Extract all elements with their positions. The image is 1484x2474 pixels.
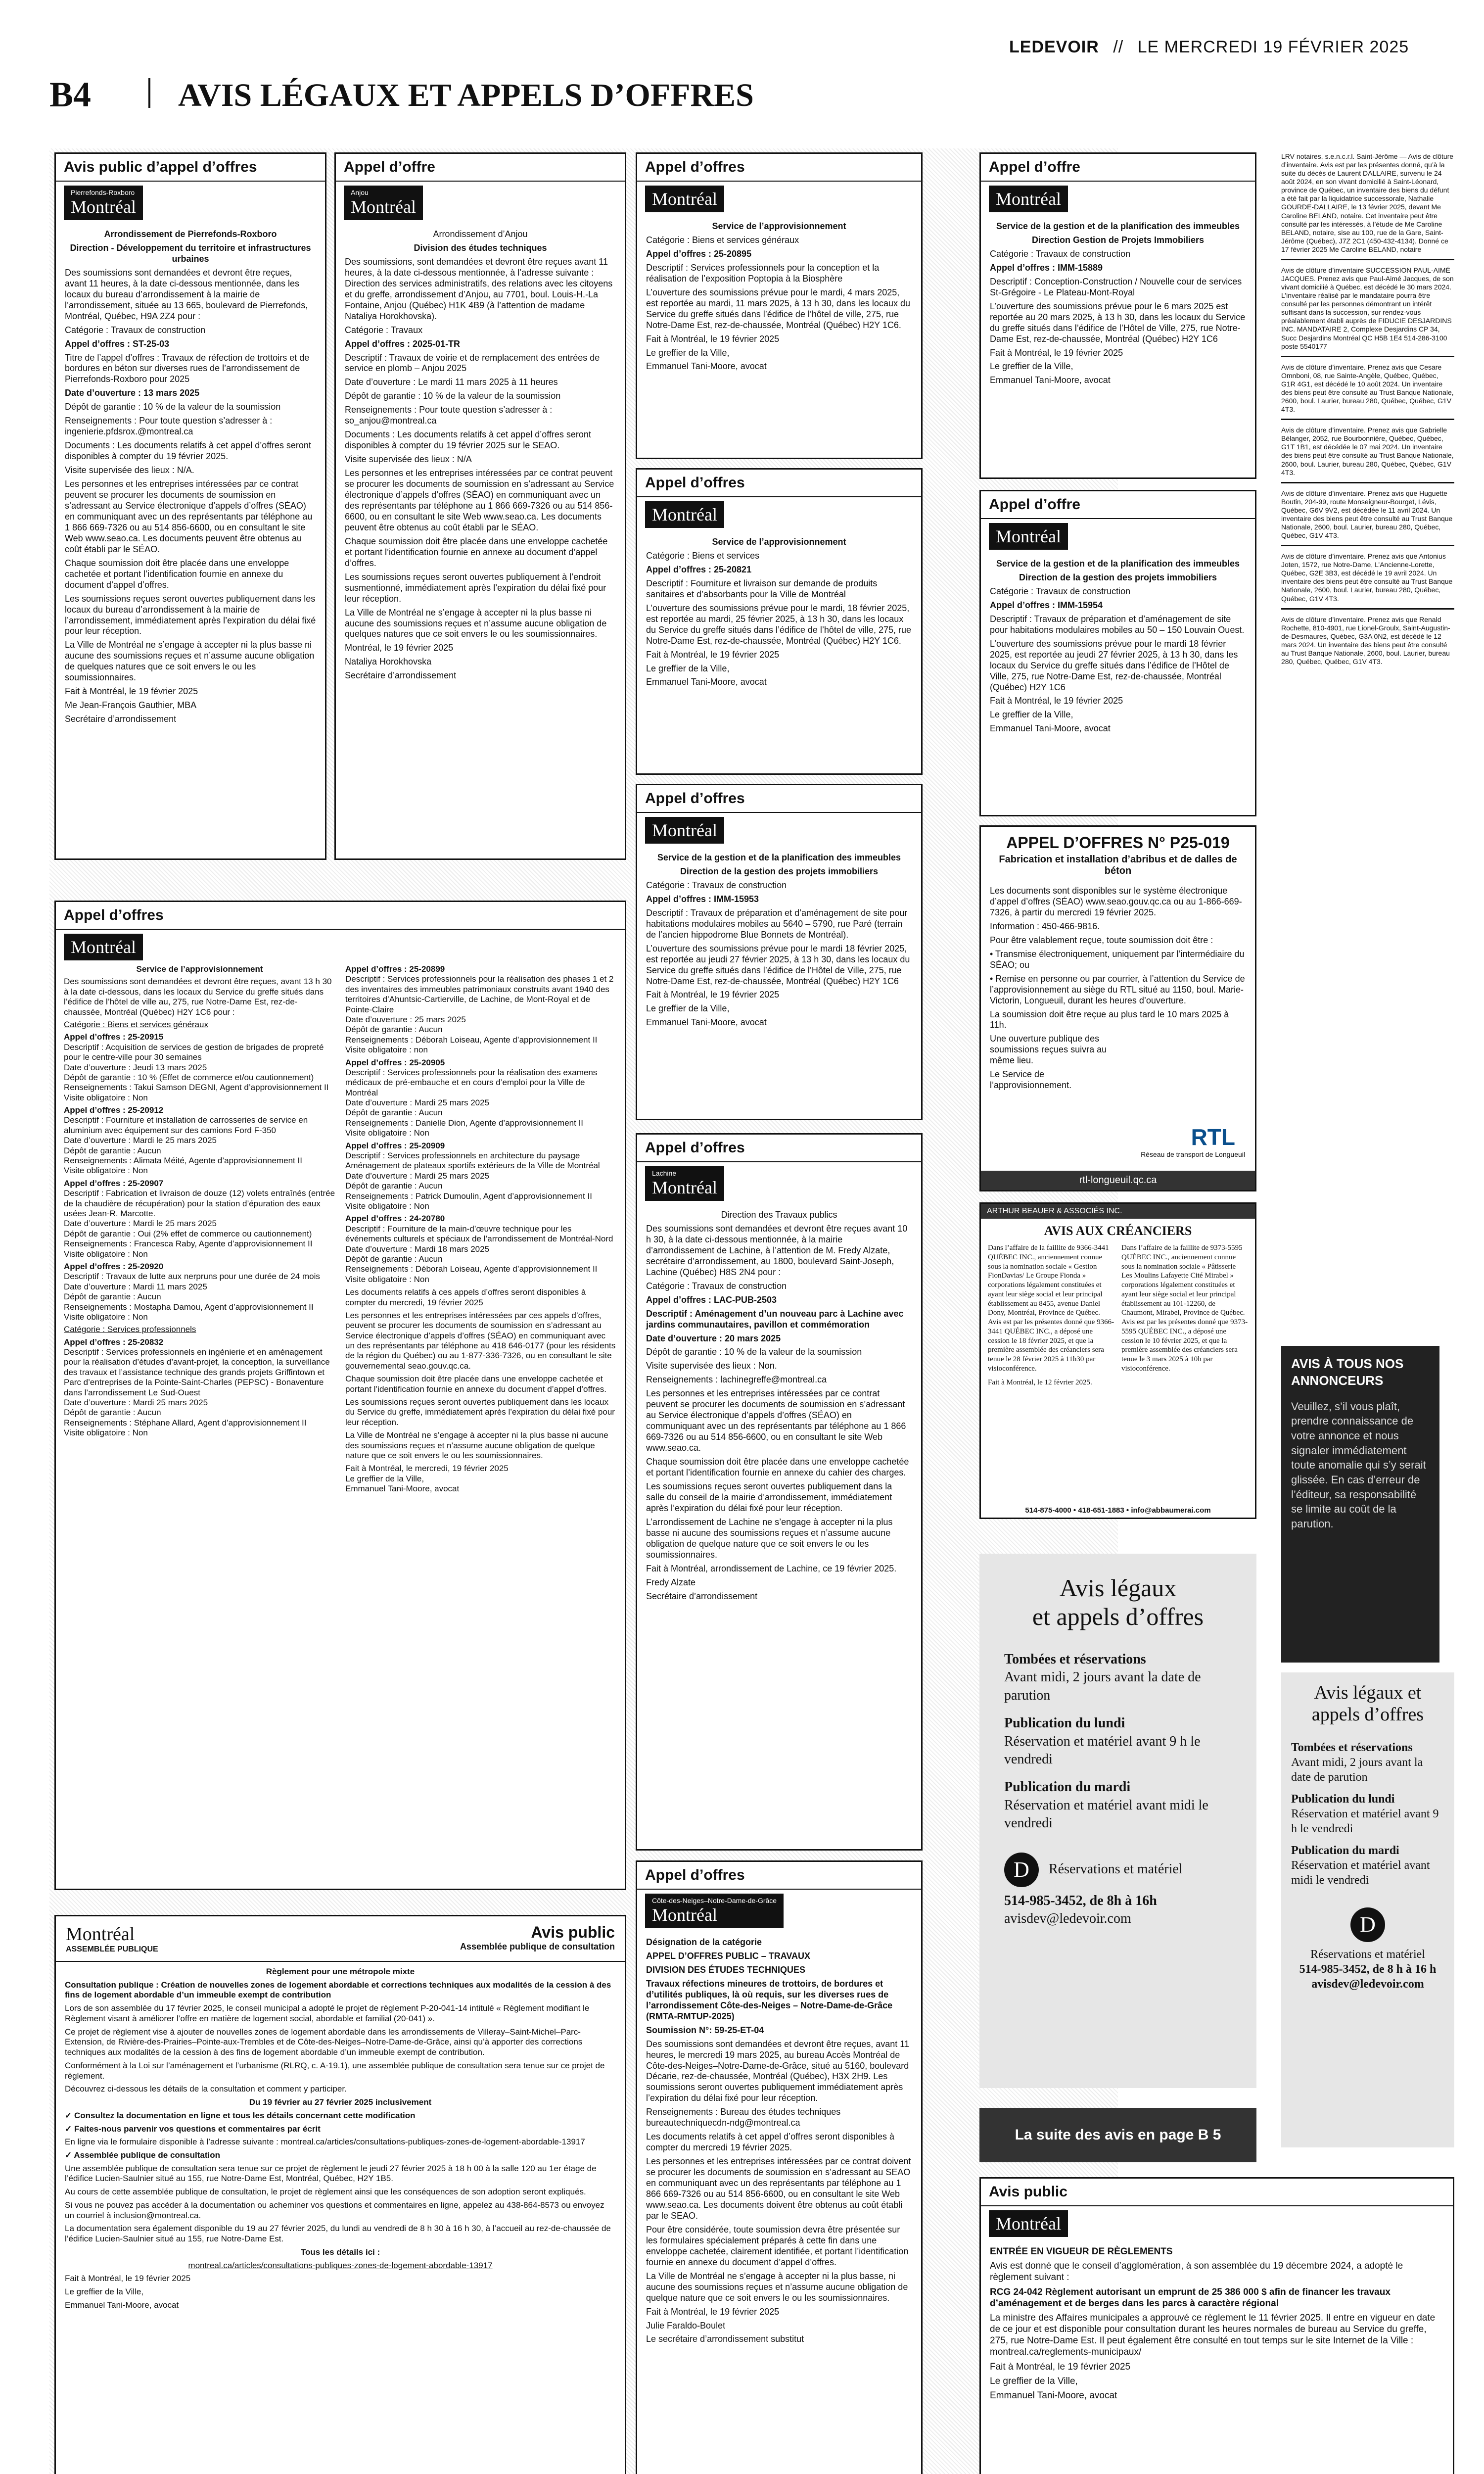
montreal-logo: Montréal xyxy=(989,523,1068,550)
promo-body: Tombées et réservations Avant midi, 2 jours avant la date de parution Publication du lundi Réservation et matériel avant 9 h le vendredi Publication du mardi Réservation et matériel avant midi le vendredi D Réservations et matériel 514-985-3452, de 8h à 16h avisdev@ledevoir.com xyxy=(1004,1651,1232,1928)
avis-annonceurs-body: Veuillez, s’il vous plaît, prendre connaissance de votre annonce et nous signaler immédiatement toute anomalie qui s’y serait glissée. En cas d’erreur de l’éditeur, sa responsabilité se limite au coût de la parution. xyxy=(1291,1400,1426,1530)
ad-header-row xyxy=(56,1916,625,1962)
ad-body: Service de la gestion et de la planification des immeubles Direction de la gestion des projets immobiliers Catégorie : Travaux de construction Appel d’offres : IMM-15954 Descriptif : Travaux de préparation et d’aménagement de site pour habitations modulaires mobiles au 50 – 150 Louvain Ouest. L’ouverture des soumissions prévue pour le mardi 18 février 2025, est reportée au jeudi 27 février 2025, à 13 h 30, dans les locaux du Service du greffe situés dans l’édifice de l’Hôtel de Ville, 275, rue Notre-Dame Est, rez-de-chaussée, Montréal (Québec) H2Y 1C6 Fait à Montréal, le 19 février 2025 Le greffier de la Ville, Emmanuel Tani-Moore, avocat xyxy=(990,559,1245,734)
montreal-logo: Montréal xyxy=(64,934,143,960)
promo-contact xyxy=(1004,1853,1232,1887)
creanciers-footer: Fait à Montréal, le 12 février 2025. xyxy=(988,1378,1092,1386)
ad-header: Appel d’offre xyxy=(336,154,625,182)
ad-header: APPEL D’OFFRES N° P25-019 xyxy=(1006,834,1230,852)
ledevoir-d-icon: D xyxy=(1004,1853,1039,1887)
ad-body: Service de l’approvisionnement Catégorie : Biens et services Appel d’offres : 25-20821 Descriptif : Fourniture et livraison sur demande de produits sanitaires et d’absorbants pour la Ville de Montréal L’ouverture des soumissions prévue pour le mardi, 18 février 2025, est reportée au mardi, 25 février 2025, à 13 h 30, dans les locaux du Service du greffe situés dans l’édifice de l’hôtel de ville, 275, rue Notre-Dame Est, rez-de-chaussée, Montréal (Québec) H2Y 1C6. Fait à Montréal, le 19 février 2025 Le greffier de la Ville, Emmanuel Tani-Moore, avocat xyxy=(646,537,911,687)
promo-email[interactable]: avisdev@ledevoir.com xyxy=(1004,1910,1131,1926)
ad-body: ENTRÉE EN VIGUEUR DE RÈGLEMENTS Avis est donné que le conseil d’agglomération, à son assemblée du 19 décembre 2024, a adopté le règlement suivant : RCG 24-042 Règlement autorisant un emprunt de 25 386 000 $ afin de financer les travaux d’aménagement et de berges dans les parcs à caractère régional La ministre des Affaires municipales a approuvé ce règlement le 11 février 2025. Il entre en vigueur en date de ce jour et est disponible pour consultation durant les heures normales de bureau au Service du greffe, 275, rue Notre-Dame Est. Il peut également être consulté en tout temps sur le site Internet de la Ville : montreal.ca/reglements-municipaux/ Fait à Montréal, le 19 février 2025 Le greffier de la Ville, Emmanuel Tani-Moore, avocat xyxy=(990,2246,1436,2401)
ad-lachine xyxy=(636,1133,923,1851)
ad-body: Service de la gestion et de la planification des immeubles Direction de la gestion des projets immobiliers Catégorie : Travaux de construction Appel d’offres : IMM-15953 Descriptif : Travaux de préparation et d’aménagement de site pour habitations modulaires mobiles au 5640 – 5790, rue Paré (terrain de l’ancien hippodrome Blue Bonnets de Montréal). L’ouverture des soumissions prévue pour le mardi 18 février 2025, est reportée au jeudi 27 février 2025, à 13 h 30, dans les locaux du Service du greffe situés dans l’édifice de l’Hôtel de Ville, 275, rue Notre-Dame Est, rez-de-chaussée, Montréal (Québec) H2Y 1C6 Fait à Montréal, le 19 février 2025 Le greffier de la Ville, Emmanuel Tani-Moore, avocat xyxy=(646,853,910,1028)
ad-body: Les documents sont disponibles sur le système électronique d’appel d’offres (SÉAO) www.seao.gouv.qc.ca ou au 1-866-669-7326, à partir du mercredi 19 février 2025. Information : 450-466-9816. Pour être valablement reçue, toute soumission doit être : • Transmise électroniquement, uniquement par l’intermédiaire du SÉAO; ou • Remise en personne ou par courrier, à l’attention du Service de l’approvisionnement au siège du RTL situé au 1150, boul. Marie-Victorin, Longueuil, durant les heures d’ouverture. La soumission doit être reçue au plus tard le 10 mars 2025 à 11h. Une ouverture publique des soumissions reçues suivra au même lieu. Le Service de l’approvisionnement. xyxy=(990,886,1245,1091)
montreal-logo: Montréal xyxy=(645,501,724,528)
ad-header: Avis public d’appel d’offres xyxy=(56,154,325,182)
promo-reservations: Réservations et matériel xyxy=(1049,1861,1183,1877)
ad-body: Service de la gestion et de la planification des immeubles Direction Gestion de Projets Immobiliers Catégorie : Travaux de construction Appel d’offres : IMM-15889 Descriptif : Conception-Construction / Nouvelle cour de services St-Grégoire - Le Plateau-Mont-Royal L’ouverture des soumissions prévue pour le 6 mars 2025 est reportée au 20 mars 2025, à 13 h 30, dans les locaux du Service du greffe situés dans l’édifice de l’Hôtel de Ville, 275, rue Notre-Dame Est, rez-de-chaussée, Montréal (Québec) H2Y 1C6 Fait à Montréal, le 19 février 2025 Le greffier de la Ville, Emmanuel Tani-Moore, avocat xyxy=(990,221,1246,385)
creanciers-contact: 514-875-4000 • 418-651-1883 • info@abbaumerai.com xyxy=(1025,1506,1211,1515)
montreal-logo: Montréal xyxy=(989,2210,1068,2237)
masthead-divider xyxy=(148,78,150,108)
masthead xyxy=(0,0,1484,114)
ad-header: Appel d’offres xyxy=(637,785,921,813)
ad-body: Direction des Travaux publics Des soumissions sont demandées et devront être reçues avant 10 h 30, à la date ci-dessous mentionnée, à la mairie d’arrondissement de Lachine, à l’attention de M. Fredy Alzate, secrétaire d’arrondissement, au 1800, boulevard Saint-Joseph, Lachine (Québec) H8S 2N4 pour : Catégorie : Travaux de construction Appel d’offres : LAC-PUB-2503 Descriptif : Aménagement d’un nouveau parc à Lachine avec jardins communautaires, pavillon et commémoration Date d’ouverture : 20 mars 2025 Dépôt de garantie : 10 % de la valeur de la soumission Visite supervisée des lieux : Non. Renseignements : lachinegreffe@montreal.ca Les personnes et les entreprises intéressées par ce contrat peuvent se procurer les documents de soumission en s’adressant au Service électronique d’appels d’offres (SÉAO) en communiquant avec un des représentants par téléphone au 1 866 669-7326 ou au 514 856-6600, ou en consultant le site Web www.seao.ca. Chaque soumission doit être placée dans une enveloppe cachetée et portant l’identification fournie en annexe du cahier des charges. Les soumissions reçues seront ouvertes publiquement dans la salle du conseil de la mairie d’arrondissement, immédiatement après l’expiration du délai fixé pour leur réception. L’arrondissement de Lachine ne s’engage à accepter ni la plus basse ni aucune des soumissions reçues et n’assume aucune obligation de quelque nature que ce soit envers le ou les soumissionnaires. Fait à Montréal, arrondissement de Lachine, ce 19 février 2025. Fredy Alzate Secrétaire d’arrondissement xyxy=(646,1210,909,1601)
ad-header: Appel d’offres xyxy=(637,470,921,497)
montreal-logo: Montréal xyxy=(989,186,1068,212)
ad-body: Service de l’approvisionnement Catégorie : Biens et services généraux Appel d’offres : 25-20895 Descriptif : Services professionnels pour la conception et la réalisation de l’exposition Poptopia à la Biosphère L’ouverture des soumissions prévue pour le mardi, 4 mars 2025, est reportée au mardi, 11 mars 2025, à 13 h 30, dans les locaux du Service du greffe situés dans l’édifice de l’hôtel de ville, 275, rue Notre-Dame Est, rez-de-chaussée, Montréal (Québec) H2Y 1C6. Fait à Montréal, le 19 février 2025 Le greffier de la Ville, Emmanuel Tani-Moore, avocat xyxy=(646,221,910,372)
rtl-url[interactable]: rtl-longueuil.qc.ca xyxy=(981,1171,1255,1190)
notice: LRV notaires, s.e.n.c.r.l. Saint-Jérôme — Avis de clôture d’inventaire. Avis est par les présentes donné, qu’à la suite du décès de Laurent DALLAIRE, survenu le 24 août 2024, en son vivant domicilié à Saint-Léonard, province de Québec, un inventaire des biens du défunt a été fait par la liquidatrice successorale, Nathalie GOURDE-DALLAIRE, le 13 février 2025, devant Me Caroline BELAND, notaire. Cet inventaire peut être consulté par les intéressés, à l’étude de Me Caroline BELAND, notaire, sise au 100, rue de la Gare, Saint-Jérôme (Québec), J7Z 2C1 (450-432-4134). Donné ce 17 février 2025 Me Caroline BELAND, notaire xyxy=(1281,152,1454,260)
ad-rtl-p25-019 xyxy=(979,825,1256,1191)
montreal-logo: Montréal xyxy=(645,817,724,844)
montreal-logo: Côte-des-Neiges–Notre-Dame-de-Grâce Montréal xyxy=(645,1894,784,1928)
masthead-sep: // xyxy=(1113,38,1124,56)
montreal-logo: Montréal ASSEMBLÉE PUBLIQUE xyxy=(66,1924,158,1953)
ad-columns xyxy=(56,964,625,1494)
page-number: B4 xyxy=(49,75,92,114)
ad-header: Appel d’offre xyxy=(981,491,1255,519)
ad-approvisionnement xyxy=(54,901,626,1890)
ad-header: AVIS AUX CRÉANCIERS xyxy=(1044,1224,1192,1238)
notice: Avis de clôture d’inventaire SUCCESSION PAUL-AIMÉ JACQUES. Prenez avis que Paul-Aimé Jacques, de son vivant domicilié à Québec, est décédé le 30 mars 2024. L’inventaire réalisé par le mandataire pourra être consulté par les personnes démontrant un intérêt suffisant dans la succession, sur rendez-vous préalablement établi auprès de FIDUCIE DESJARDINS INC. MANDATAIRE 2, Complexe Desjardins CP 34, Succ Desjardins Montréal QC H5B 1E4 514-286-3100 poste 5540177 xyxy=(1281,266,1454,357)
ad-cdn-ndg xyxy=(636,1860,923,2474)
montreal-logo: Montréal xyxy=(645,186,724,212)
promo-narrow-title: Avis légaux et appels d’offres xyxy=(1311,1682,1424,1725)
ad-header: Appel d’offres xyxy=(637,1862,921,1890)
promo-title-2: et appels d’offres xyxy=(1032,1603,1204,1630)
ad-20821 xyxy=(636,468,923,775)
suite-banner[interactable]: La suite des avis en page B 5 xyxy=(979,2108,1256,2162)
notice: Avis de clôture d’inventaire. Prenez avis que Antonius Joten, 1572, rue Notre-Dame, L’Ancienne-Lorette, Québec, G2E 3B3, est décédé le 19 avril 2024. Un inventaire des biens peut être consulté au Trust Banque Nationale, 2600, boul. Laurier, bureau 280, Québec, Québec, G1V 4T3. xyxy=(1281,552,1454,609)
ad-body: Désignation de la catégorie APPEL D’OFFRES PUBLIC – TRAVAUX DIVISION DES ÉTUDES TECHNIQUES Travaux réfections mineures de trottoirs, de bordures et d’utilités publiques, là où requis, sur les diverses rues de l’arrondissement Côte-des-Neiges – Notre-Dame-de-Grâce (RMTA-RMTUP-2025) Soumission N°: 59-25-ET-04 Des soumissions sont demandées et devront être reçues, avant 11 heures, le mercredi 19 mars 2025, au bureau Accès Montréal de Côte-des-Neiges–Notre-Dame-de-Grâce, situé au 5160, boulevard Décarie, rez-de-chaussée, Montréal (Québec), H3X 2H9. Les soumissions seront ouvertes publiquement immédiatement après l’expiration du délai fixé pour leur réception. Renseignements : Bureau des études techniques bureautechniquecdn-ndg@montreal.ca Les documents relatifs à cet appel d’offres seront disponibles à compter du mercredi 19 février 2025. Les personnes et les entreprises intéressées par ce contrat doivent se procurer les documents de soumission en s’adressant au SEAO en communiquant avec un des représentants par téléphone au 1 866 669-7326 ou au 514 856-6600, ou en consultant le site Web www.seao.ca. Les documents doivent être obtenus au coût établi par le SEAO. Pour être considérée, toute soumission devra être présentée sur les formulaires spécialement préparés à cette fin dans une enveloppe cachetée, clairement identifiée, et portant l’identification fournie en annexe du document d’appel d’offres. La Ville de Montréal ne s’engage à accepter ni la plus basse, ni aucune des soumissions reçues et n’assume aucune obligation de quelque nature que ce soit envers le ou les soumissionnaires. Fait à Montréal, le 19 février 2025 Julie Faraldo-Boulet Le secrétaire d’arrondissement substitut xyxy=(646,1937,911,2344)
ad-column-right: Appel d’offres : 25-20899 Descriptif : Services professionnels pour la réalisation des phases 1 et 2 des inventaires des immeubles patrimoniaux construits avant 1940 des territoires d’Ahuntsic-Cartierville, de Lachine, de Mont-Royal et de Pointe-Claire Date d’ouverture : 25 mars 2025 Dépôt de garantie : Aucun Renseignements : Déborah Loiseau, Agente d’approvisionnement II Visite obligatoire : non Appel d’offres : 25-20905 Descriptif : Services professionnels pour la réalisation des examens médicaux de pré-embauche et en cours d’emploi pour la Ville de Montréal Date d’ouverture : Mardi 25 mars 2025 Dépôt de garantie : Aucun Renseignements : Danielle Dion, Agente d’approvisionnement II Visite obligatoire : Non Appel d’offres : 25-20909 Descriptif : Services professionnels en architecture du paysage Aménagement de plateaux sportifs extérieurs de la Ville de Montréal Date d’ouverture : Mardi 25 mars 2025 Dépôt de garantie : Aucun Renseignements : Patrick Dumoulin, Agent d’approvisionnement II Visite obligatoire : Non Appel d’offres : 24-20780 Descriptif : Fourniture de la main-d’œuvre technique pour les événements culturels et spéciaux de l’arrondissement de Montréal-Nord Date d’ouverture : Mardi 18 mars 2025 Dépôt de garantie : Aucun Renseignements : Déborah Loiseau, Agente d’approvisionnement II Visite obligatoire : Non Les documents relatifs à ces appels d’offres seront disponibles à compter du mercredi, 19 février 2025 Les personnes et les entreprises intéressées par ces appels d’offres, peuvent se procurer les documents de soumission en s’adressant au Service électronique d’appels d’offres (SÉAO) en communiquant avec un des représentants par téléphone au 418 646-0177 (pour les résidents de la région du Québec) ou au 1-877-336-7326, ou en consultant le site gouvernemental seao.gouv.qc.ca. Chaque soumission doit être placée dans une enveloppe cachetée et portant l’identification fournie en annexe du document d’appel d’offres. Les soumissions reçues seront ouvertes publiquement dans les locaux du Service du greffe, immédiatement après l’expiration du délai fixé pour leur réception. La Ville de Montréal ne s’engage à accepter ni la plus basse ni aucune des soumissions reçues et n’assume aucune obligation de quelque nature que ce soit envers le ou les soumissionnaires. Fait à Montréal, le mercredi, 19 février 2025 Le greffier de la Ville, Emmanuel Tani-Moore, avocat xyxy=(345,964,616,1494)
ad-entree-vigueur xyxy=(979,2177,1454,2474)
ad-imm-15953 xyxy=(636,784,923,1120)
ad-body: Arrondissement de Pierrefonds-Roxboro Direction - Développement du territoire et infrastructures urbaines Des soumissions sont demandées et devront être reçues, avant 11 heures, à la date ci-dessous mentionnée, dans les locaux du bureau d’arrondissement à la mairie de l’arrondissement, située au 13 665, boulevard de Pierrefonds, Montréal, Québec, H9A 2Z4 pour : Catégorie : Travaux de construction Appel d’offres : ST-25-03 Titre de l’appel d’offres : Travaux de réfection de trottoirs et de bordures en béton sur diverses rues de l’arrondissement de Pierrefonds-Roxboro pour 2025 Date d’ouverture : 13 mars 2025 Dépôt de garantie : 10 % de la valeur de la soumission Renseignements : Pour toute question s’adresser à : ingenierie.pfdsrox.@montreal.ca Documents : Les documents relatifs à cet appel d’offres seront disponibles à compter du 19 février 2025. Visite supervisée des lieux : N/A. Les personnes et les entreprises intéressées par ce contrat peuvent se procurer les documents de soumission en s’adressant au Service électronique d’appels d’offres (SÉAO) en communiquant avec un des représentants par téléphone au 1 866 669-7326 ou au 514 856-6600, ou en consultant le site Web www.seao.ca. Les documents peuvent être obtenus au coût établi par le SÉAO. Chaque soumission doit être placée dans une enveloppe cachetée et portant l’identification fournie en annexe du document d’appel d’offres. Les soumissions reçues seront ouvertes publiquement dans les locaux du bureau d’arrondissement à la mairie de l’arrondissement, immédiatement après l’expiration du délai fixé pour leur réception. La Ville de Montréal ne s’engage à accepter ni la plus basse ni aucune des soumissions reçues et n’assume aucune obligation de quelques natures que ce soit envers le ou les soumissionnaires. Fait à Montréal, le 19 février 2025 Me Jean-François Gauthier, MBA Secrétaire d’arrondissement xyxy=(65,229,316,724)
firm-name: ARTHUR BEAUER & ASSOCIÉS INC. xyxy=(981,1204,1255,1219)
consultation-link[interactable]: montreal.ca/articles/consultations-publiques-zones-de-logement-abordable-13917 xyxy=(188,2260,493,2270)
montreal-logo: Pierrefonds-Roxboro Montréal xyxy=(64,186,143,220)
paper-name[interactable]: LEDEVOIR xyxy=(1009,38,1099,56)
creanciers-left: Dans l’affaire de la faillite de 9366-3441 QUÉBEC INC., anciennement connue sous la nomination sociale « Gestion FionDavias/ Le Groupe Fionda » corporations légalement constituées et ayant leur siège social et leur principal établissement au 8455, avenue Daniel Dony, Montréal, Province de Québec. Avis est par les présentes donné que 9366-3441 QUÉBEC INC., a déposé une cession le 18 février 2025, et que la première assemblée des créanciers sera tenue le 28 février 2025 à 11h30 par visioconférence. xyxy=(988,1244,1114,1373)
avis-annonceurs-title: AVIS À TOUS NOS ANNONCEURS xyxy=(1291,1356,1404,1388)
avis-annonceurs xyxy=(1281,1346,1439,1663)
ad-column-left: Service de l’approvisionnement Des soumissions sont demandées et devront être reçues, avant 13 h 30 à la date ci-dessous, dans les locaux du Service du greffe situés dans l’édifice de l’hôtel de ville au, 275, rue Notre-Dame Est, rez-de-chaussée, Montréal (Québec) H2Y 1C6 pour : Catégorie : Biens et services généraux Appel d’offres : 25-20915 Descriptif : Acquisition de services de gestion de brigades de propreté pour le centre-ville pour 30 semaines Date d’ouverture : Jeudi 13 mars 2025 Dépôt de garantie : 10 % (Effet de commerce et/ou cautionnement) Renseignements : Takui Samson DEGNI, Agent d’approvisionnement II Visite obligatoire : Non Appel d’offres : 25-20912 Descriptif : Fourniture et installation de carrosseries de service en aluminium avec équipement sur des camions Ford F-350 Date d’ouverture : Mardi le 25 mars 2025 Dépôt de garantie : Aucun Renseignements : Alimata Méité, Agente d’approvisionnement II Visite obligatoire : Non Appel d’offres : 25-20907 Descriptif : Fabrication et livraison de douze (12) volets entraînés (entrée de la chaudière de récupération) pour la station d’épuration des eaux usées Jean-R. Marcotte. Date d’ouverture : Mardi le 25 mars 2025 Dépôt de garantie : Oui (2% effet de commerce ou cautionnement) Renseignements : Francesca Raby, Agente d’approvisionnement II Visite obligatoire : Non Appel d’offres : 25-20920 Descriptif : Travaux de lutte aux nerpruns pour une durée de 24 mois Date d’ouverture : Mardi 11 mars 2025 Dépôt de garantie : Aucun Renseignements : Mostapha Damou, Agent d’approvisionnement II Visite obligatoire : Non Catégorie : Services professionnels Appel d’offres : 25-20832 Descriptif : Services professionnels en ingénierie et en aménagement pour la réalisation d’études d’avant-projet, la conception, la surveillance des travaux et l’assistance technique des grands projets Griffintown et Parc d’entreprises de la Pointe-Saint-Charles (PEPSC) - Bonaventure dans l’arrondissement Le Sud-Ouest Date d’ouverture : Mardi 25 mars 2025 Dépôt de garantie : Aucun Renseignements : Stéphane Allard, Agent d’approvisionnement II Visite obligatoire : Non xyxy=(64,964,335,1438)
masthead-paper-row xyxy=(1009,38,1409,57)
montreal-logo: Anjou Montréal xyxy=(344,186,423,220)
notice: Avis de clôture d’inventaire. Prenez avis que Gabrielle Bélanger, 2052, rue Bourbonnière, Québec, Québec, G1T 1B1, est décédée le 07 mai 2024. Un inventaire des biens peut être consulté au Trust Banque Nationale, 2600, boul. Laurier, bureau 280, Québec, Québec, G1V 4T3. xyxy=(1281,426,1454,483)
ad-header: Avis public xyxy=(981,2179,1453,2206)
ad-header: Appel d’offres xyxy=(56,902,625,930)
promo-title-1: Avis légaux xyxy=(1059,1574,1177,1602)
promo-narrow-body: Tombées et réservations Avant midi, 2 jours avant la date de parution Publication du lundi Réservation et matériel avant 9 h le vendredi Publication du mardi Réservation et matériel avant midi le vendredi D Réservations et matériel 514-985-3452, de 8 h à 16 h avisdev@ledevoir.com xyxy=(1291,1740,1444,1992)
ad-pierrefonds xyxy=(54,152,326,860)
ad-creanciers xyxy=(979,1202,1256,1519)
notice: Avis de clôture d’inventaire. Prenez avis que Cesare Omnboni, 08, rue Sainte-Angèle, Québec, Québec, G1R 4G1, est décédé le 10 août 2024. Un inventaire des biens peut être consulté au Trust Banque Nationale, 2600, boul. Laurier, bureau 280, Québec, Québec, G1V 4T3. xyxy=(1281,363,1454,420)
ad-header: Appel d’offre xyxy=(981,154,1255,182)
rtl-logo: RTL xyxy=(1191,1124,1235,1150)
notice: Avis de clôture d’inventaire. Prenez avis que Huguette Boutin, 204-99, route Monseigneur-Bourget, Lévis, Québec, G6V 9V2, est décédée le 11 avril 2024. Un inventaire des biens peut être consulté au Trust Banque Nationale, 2600, boul. Laurier, bureau 280, Québec, Québec, G1V 4T3. xyxy=(1281,489,1454,546)
issue-date: LE MERCREDI 19 FÉVRIER 2025 xyxy=(1137,38,1409,56)
ad-header: Appel d’offres xyxy=(637,1135,921,1162)
ad-body: Arrondissement d’Anjou Division des études techniques Des soumissions, sont demandées et devront être reçues avant 11 heures, à la date ci-dessous mentionnée, à l’adresse suivante : Direction des services administratifs, des relations avec les citoyens et du greffe, arrondissement d’Anjou, au 7701, boul. Louis-H.-La Fontaine, Anjou (Québec) H1K 4B9 (à l’attention de madame Nataliya Horokhovska). Catégorie : Travaux Appel d’offres : 2025-01-TR Descriptif : Travaux de voirie et de remplacement des entrées de service en plomb – Anjou 2025 Date d’ouverture : Le mardi 11 mars 2025 à 11 heures Dépôt de garantie : 10 % de la valeur de la soumission Renseignements : Pour toute question s’adresser à : so_anjou@montreal.ca Documents : Les documents relatifs à cet appel d’offres seront disponibles à compter du 19 février 2025 sur le SEAO. Visite supervisée des lieux : N/A Les personnes et les entreprises intéressées par ce contrat peuvent se procurer les documents de soumission en s’adressant au Service électronique d’appels d’offres (SÉAO) en communiquant avec un des représentants par téléphone au 1 866 669-7326 ou au 514 856-6600, ou en consultant le site Web www.seao.ca. Les documents peuvent être obtenus au coût établi par le SÉAO. Chaque soumission doit être placée dans une enveloppe cachetée et portant l’identification fournie en annexe au document d’appel d’offres. Les soumissions reçues seront ouvertes publiquement à l’endroit susmentionné, immédiatement après l’expiration du délai fixé pour leur réception. La Ville de Montréal ne s’engage à accepter ni la plus basse ni aucune des soumissions reçues et n’assume aucune obligation de quelques natures que ce soit envers le ou les soumissionnaires. Montréal, le 19 février 2025 Nataliya Horokhovska Secrétaire d’arrondissement xyxy=(345,229,614,681)
ad-imm-15954 xyxy=(979,490,1256,816)
creanciers-right: Dans l’affaire de la faillite de 9373-5595 QUÉBEC INC., anciennement connue sous la nomination sociale « Pâtisserie Les Moulins Lafayette Cité Mirabel » corporations légalement constituées et ayant leur siège social et leur principal établissement au 101-12260, de Chaumont, Mirabel, Province de Québec. Avis est par les présentes donné que 9373-5595 QUÉBEC INC., a déposé une cession le 10 février 2025, et que la première assemblée des créanciers sera tenue le 3 mars 2025 à 10h par visioconférence. xyxy=(1121,1244,1248,1373)
ad-header: Avis public Assemblée publique de consultation xyxy=(460,1923,615,1951)
promo-narrow xyxy=(1281,1672,1454,2147)
promo-avis-legaux xyxy=(979,1554,1256,2088)
section-title: AVIS LÉGAUX ET APPELS D’OFFRES xyxy=(178,77,754,113)
ad-20895 xyxy=(636,152,923,459)
promo-narrow-email[interactable]: avisdev@ledevoir.com xyxy=(1311,1978,1424,1991)
montreal-logo: Lachine Montréal xyxy=(645,1166,724,1201)
creanciers-columns xyxy=(981,1243,1255,1374)
ad-header: Appel d’offres xyxy=(637,154,921,182)
ad-subtitle: Fabrication et installation d’abribus et de dalles de béton xyxy=(999,854,1237,876)
ad-consultation xyxy=(54,1915,626,2474)
notices-column xyxy=(1281,152,1454,1340)
rtl-logo-sub: Réseau de transport de Longueuil xyxy=(1141,1150,1245,1158)
ad-imm-15889 xyxy=(979,152,1256,479)
ad-anjou xyxy=(334,152,626,860)
ad-body: Règlement pour une métropole mixte Consultation publique : Création de nouvelles zones de logement abordable et corrections techniques aux modalités de la cession à des fins de logement abordable d’un immeuble exempt de contribution Lors de son assemblée du 17 février 2025, le conseil municipal a adopté le projet de règlement P-20-041-14 intitulé « Règlement modifiant le Règlement visant à améliorer l’offre en matière de logement social, abordable et familial (20-041) ». Ce projet de règlement vise à ajouter de nouvelles zones de logement abordable dans les arrondissements de Villeray–Saint-Michel–Parc-Extension, de Rivière-des-Prairies–Pointe-aux-Trembles et de Côte-des-Neiges–Notre-Dame-de-Grâce, ainsi qu’à apporter des corrections techniques aux modalités de la cession à des fins de logement abordable d’un immeuble exempt de contribution. Conformément à la Loi sur l’aménagement et l’urbanisme (RLRQ, c. A-19.1), une assemblée publique de consultation sera tenue sur ce projet de règlement. Découvrez ci-dessous les détails de la consultation et comment y participer. Du 19 février au 27 février 2025 inclusivement ✓ Consultez la documentation en ligne et tous les détails concernant cette modification ✓ Faites-nous parvenir vos questions et commentaires par écrit En ligne via le formulaire disponible à l’adresse suivante : montreal.ca/articles/consultations-publiques-zones-de-logement-abordable-13917 ✓ Assemblée publique de consultation Une assemblée publique de consultation sera tenue sur ce projet de règlement le jeudi 27 février 2025 à 18 h 00 à la salle 120 au 1er étage de l’édifice Lucien-Saulnier situé au 155, rue Notre-Dame Est, Montréal, Québec, H2Y 1B5. Au cours de cette assemblée publique de consultation, le projet de règlement ainsi que les conséquences de son adoption seront expliqués. Si vous ne pouvez pas accéder à la documentation ou acheminer vos questions et commentaires en ligne, appelez au 438-864-8573 ou envoyez un courriel à inclusion@montreal.ca. La documentation sera également disponible du 19 au 27 février 2025, du lundi au vendredi de 8 h 30 à 16 h 30, à l’accueil au rez-de-chaussée de l’édifice Lucien-Saulnier situé au 155, rue Notre-Dame Est. Tous les détails ici : montreal.ca/articles/consultations-publiques-zones-de-logement-abordable-13917 Fait à Montréal, le 19 février 2025 Le greffier de la Ville, Emmanuel Tani-Moore, avocat xyxy=(56,1962,625,2319)
ledevoir-d-icon: D xyxy=(1350,1907,1385,1942)
notice: Avis de clôture d’inventaire. Prenez avis que Renald Rochette, 810-4901, rue Lionel-Groulx, Saint-Augustin-de-Desmaures, Québec, G3A 0N2, est décédé le 12 mars 2024. Un inventaire des biens peut être consulté au Trust Banque Nationale, 2600, boul. Laurier, bureau 280, Québec, Québec, G1V 4T3. xyxy=(1281,615,1450,666)
